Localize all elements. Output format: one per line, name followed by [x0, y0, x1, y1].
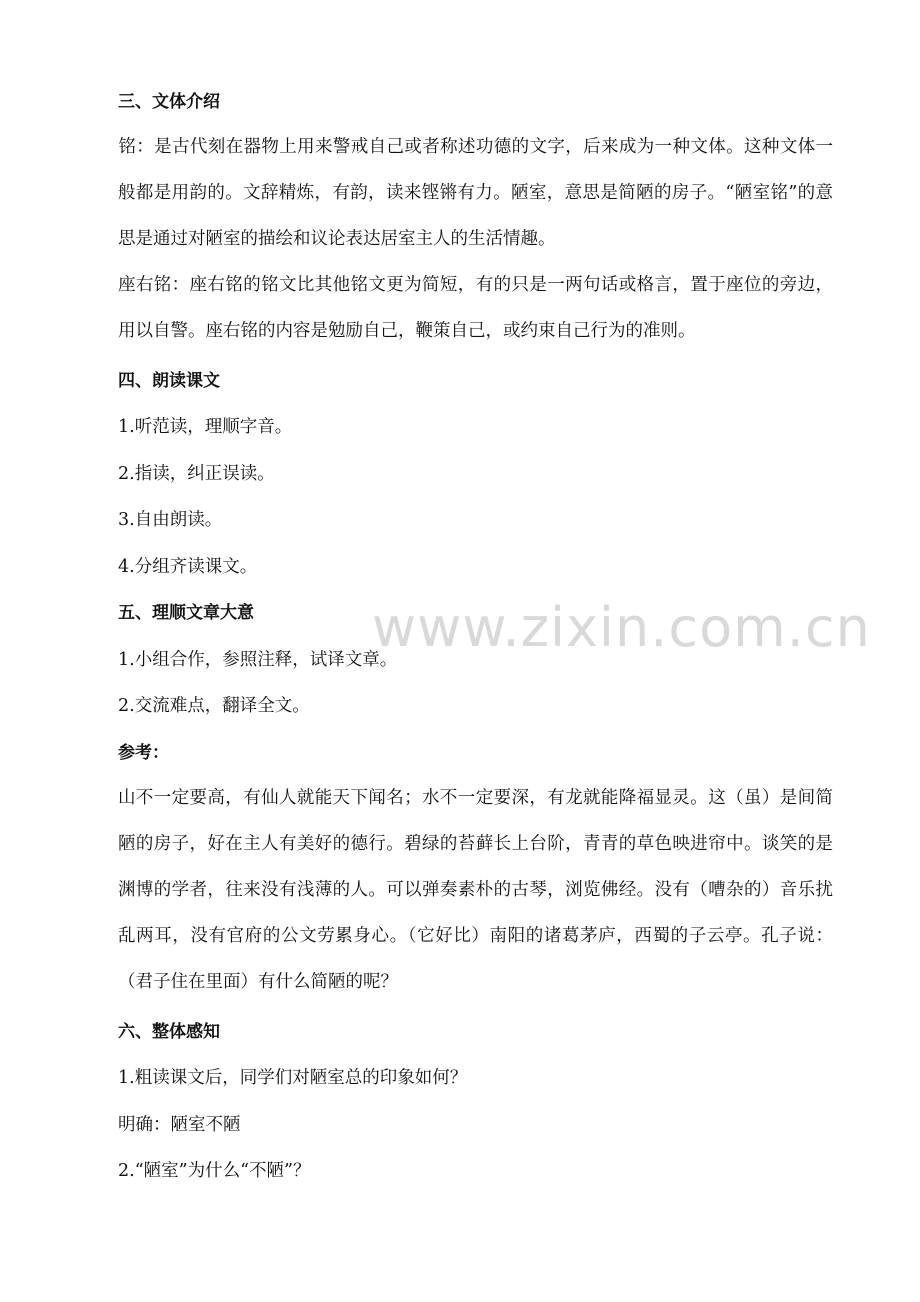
paragraph-zuoyouming-text: 座右铭：座右铭的铭文比其他铭文更为简短，有的只是一两句话或格言，置于座位的旁边，用以自警。座右铭的内容是勉励自己，鞭策自己，或约束自己行为的准则。: [118, 275, 833, 341]
section-heading-style-intro: 三、文体介绍: [118, 92, 220, 112]
list-item-reading-4: 4.分组齐读课文。: [118, 557, 258, 577]
section-heading-overall: 六、整体感知: [118, 1022, 220, 1042]
paragraph-ming-definition: [118, 124, 833, 262]
section-heading-meaning: 五、理顺文章大意: [118, 603, 254, 623]
paragraph-translation: [118, 775, 833, 1005]
reference-label: 参考：: [118, 743, 169, 763]
paragraph-zuoyouming: [118, 262, 833, 354]
question-1: 1.粗读课文后，同学们对陋室总的印象如何？: [118, 1068, 468, 1088]
list-item-reading-3: 3.自由朗读。: [118, 510, 223, 530]
answer-1: 明确：陋室不陋: [118, 1115, 241, 1135]
list-item-reading-1: 1.听范读，理顺字音。: [118, 417, 293, 437]
watermark: www.zixin.com.cn: [372, 596, 871, 659]
list-item-meaning-1: 1.小组合作，参照注释，试译文章。: [118, 650, 398, 670]
section-heading-reading: 四、朗读课文: [118, 371, 220, 391]
list-item-meaning-2: 2.交流难点，翻译全文。: [118, 696, 310, 716]
list-item-reading-2: 2.指读，纠正误读。: [118, 464, 275, 484]
paragraph-translation-text: 山不一定要高，有仙人就能天下闻名；水不一定要深，有龙就能降福显灵。这（虽）是间简陋的房子，好在主人有美好的德行。碧绿的苔藓长上台阶，青青的草色映进帘中。谈笑的是渊博的学者，往来没有浅薄的人。可以弹奏素朴的古琴，浏览佛经。没有（嘈杂的）音乐扰乱两耳，没有官府的公文劳累身心。（它好比）南阳的诸葛茅庐，西蜀的子云亭。孔子说：（君子住在里面）有什么简陋的呢？: [118, 788, 833, 992]
question-2: 2.“陋室”为什么“不陋”？: [118, 1161, 311, 1181]
paragraph-ming-text: 铭：是古代刻在器物上用来警戒自己或者称述功德的文字，后来成为一种文体。这种文体一般都是用韵的。文辞精炼，有韵，读来铿锵有力。陋室，意思是简陋的房子。“陋室铭”的意思是通过对陋室的描绘和议论表达居室主人的生活情趣。: [118, 137, 833, 249]
